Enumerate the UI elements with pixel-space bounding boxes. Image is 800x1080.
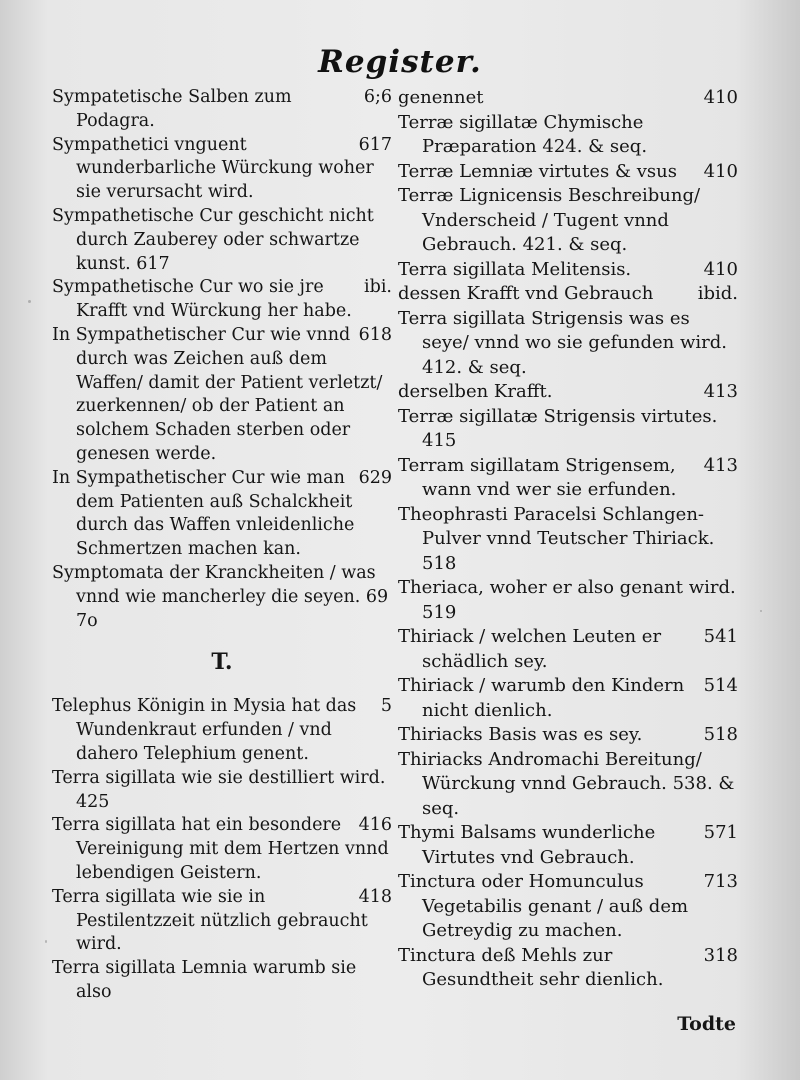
- index-entry-text: Symptomata der Kranckheiten / was vnnd wie mancherley die seyen. 69 7o: [52, 562, 389, 631]
- index-entry-page: 518: [703, 724, 738, 745]
- index-entry-page: 410: [703, 87, 738, 108]
- index-entry-text: Terram sigillatam Strigensem, wann vnd wer sie erfunden.: [398, 454, 677, 500]
- index-entry-page: 571: [703, 822, 738, 843]
- index-entry-page: 541: [703, 626, 738, 647]
- index-entry-text: Terra sigillata Lemnia warumb sie also: [52, 958, 357, 1002]
- index-entry-page: ibid.: [697, 283, 738, 304]
- catchword: Todte: [677, 1013, 736, 1035]
- index-entry-page: 713: [703, 871, 738, 892]
- index-entry-text: Thymi Balsams wunderliche Virtutes vnd Gebrauch.: [398, 822, 656, 868]
- index-entry: [398, 160, 738, 185]
- index-list-right: [398, 86, 738, 993]
- index-entry: [398, 184, 738, 258]
- index-entry-page: 416: [358, 815, 392, 836]
- paper-speck: [760, 610, 762, 612]
- index-list-left-t: [52, 695, 392, 1004]
- index-entry: [398, 723, 738, 748]
- index-entry: [398, 625, 738, 674]
- index-entry-text: genennet: [398, 87, 484, 108]
- paper-speck: [28, 300, 31, 303]
- index-entry: [398, 307, 738, 381]
- index-entry-text: Terræ sigillatæ Strigensis virtutes. 415: [398, 405, 718, 451]
- index-entry: [52, 767, 392, 815]
- section-letter: T.: [211, 649, 233, 676]
- index-entry-text: Sympathetici vnguent wunderbarliche Würckung woher sie verursacht wird.: [52, 134, 374, 203]
- index-entry-text: In Sympathetischer Cur wie man dem Patienten auß Schalckheit durch das Waffen vnleidenliche Schmertzen machen kan.: [52, 467, 355, 560]
- index-entry-text: Sympatetische Salben zum Podagra.: [52, 87, 292, 131]
- index-entry-text: dessen Krafft vnd Gebrauch: [398, 283, 654, 304]
- page-title: Register.: [318, 44, 482, 80]
- index-entry: [398, 380, 738, 405]
- index-entry-page: 410: [703, 160, 738, 182]
- index-entry-page: 413: [703, 454, 738, 476]
- index-entry-page: 413: [703, 381, 738, 402]
- index-entry: [398, 503, 738, 577]
- index-entry: [398, 86, 738, 111]
- left-column: [52, 86, 392, 1005]
- index-entry: [398, 674, 738, 723]
- index-entry-page: 5: [380, 696, 392, 717]
- index-entry: [398, 870, 738, 944]
- index-entry: [52, 695, 392, 766]
- index-entry: [52, 86, 392, 134]
- index-entry-text: Thiriacks Andromachi Bereitung/ Würckung vnnd Gebrauch. 538. & seq.: [398, 748, 735, 819]
- index-entry-text: In Sympathetischer Cur wie vnnd durch was Zeichen auß dem Waffen/ damit der Patient verletzt/ zuerkennen/ ob der Patient an solchem Schaden sterben oder genesen werde.: [52, 324, 383, 464]
- index-entry-text: Thiriack / warumb den Kindern nicht dienlich.: [398, 675, 685, 721]
- index-entry: [52, 814, 392, 885]
- index-entry: [52, 886, 392, 957]
- index-entry-text: Thiriacks Basis was es sey.: [398, 724, 643, 745]
- index-entry-text: Sympathetische Cur geschicht nicht durch Zauberey oder schwartze kunst. 617: [52, 205, 374, 274]
- index-entry-page: 514: [703, 675, 738, 696]
- index-entry-text: Terræ Lemniæ virtutes & vsus: [398, 160, 677, 182]
- index-entry-text: Theophrasti Paracelsi Schlangen-Pulver vnnd Teutscher Thiriack. 518: [398, 503, 715, 574]
- index-entry: [398, 944, 738, 993]
- index-entry: [52, 562, 392, 633]
- index-entry-text: derselben Krafft.: [398, 381, 553, 402]
- index-entry-text: Thiriack / welchen Leuten er schädlich sey.: [398, 626, 662, 672]
- index-entry-text: Terra sigillata Melitensis.: [398, 258, 632, 280]
- index-entry-text: Telephus Königin in Mysia hat das Wundenkraut erfunden / vnd dahero Telephium genent.: [52, 696, 357, 764]
- index-entry-page: 618: [358, 324, 392, 345]
- index-entry-text: Terra sigillata Strigensis was es seye/ vnnd wo sie gefunden wird. 412. & seq.: [398, 307, 727, 378]
- index-entry-text: Tinctura oder Homunculus Vegetabilis genant / auß dem Getreydig zu machen.: [398, 871, 689, 941]
- index-entry-text: Terræ Lignicensis Beschreibung/ Vnderscheid / Tugent vnnd Gebrauch. 421. & seq.: [398, 185, 701, 255]
- index-entry: [398, 454, 738, 503]
- index-entry-page: 318: [703, 944, 738, 966]
- index-entry: [398, 821, 738, 870]
- index-entry-text: Terra sigillata hat ein besondere Vereinigung mit dem Hertzen vnnd lebendigen Geistern.: [52, 815, 389, 883]
- index-entry: [52, 467, 392, 562]
- index-entry: [398, 576, 738, 625]
- index-entry: [398, 282, 738, 307]
- index-entry-text: Terra sigillata wie sie destilliert wird. 425: [52, 767, 386, 812]
- index-entry-page: 629: [358, 467, 392, 488]
- index-entry-page: 418: [358, 886, 392, 907]
- index-entry: [52, 324, 392, 467]
- index-entry: [398, 748, 738, 822]
- index-entry: [398, 405, 738, 454]
- index-entry-page: 410: [703, 258, 738, 280]
- index-entry-text: Theriaca, woher er also genant wird. 519: [398, 577, 736, 623]
- index-entry-page: ibi.: [364, 277, 392, 298]
- index-entry-page: 6;6: [363, 87, 392, 107]
- right-column: [398, 86, 738, 993]
- index-entry-text: Terra sigillata wie sie in Pestilentzzeit nützlich gebraucht wird.: [52, 886, 368, 955]
- index-entry: [52, 276, 392, 324]
- paper-speck: [45, 940, 47, 943]
- index-entry-page: 617: [358, 134, 392, 155]
- index-entry: [52, 134, 392, 205]
- index-entry-text: Terræ sigillatæ Chymische Præparation 424. & seq.: [398, 111, 648, 157]
- index-entry-text: Tinctura deß Mehls zur Gesundtheit sehr dienlich.: [398, 944, 664, 990]
- index-entry: [398, 258, 738, 283]
- index-entry: [52, 957, 392, 1005]
- index-entry-text: Sympathetische Cur wo sie jre Krafft vnd Würckung her habe.: [52, 277, 352, 322]
- index-list-left: [52, 86, 392, 633]
- index-entry: [398, 111, 738, 160]
- index-entry: [52, 205, 392, 276]
